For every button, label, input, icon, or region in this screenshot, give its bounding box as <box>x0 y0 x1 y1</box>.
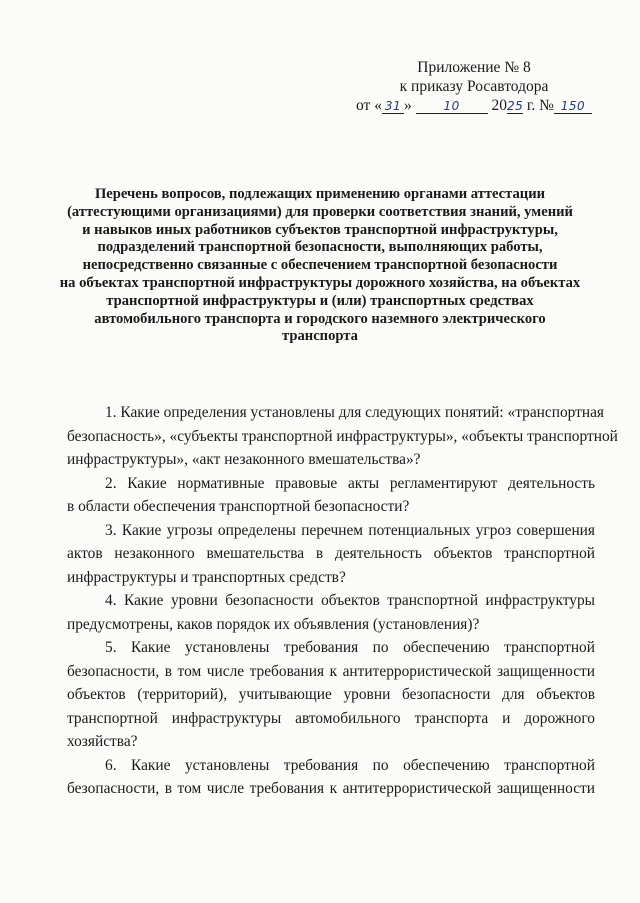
date-month-field <box>416 99 488 114</box>
title-line: непосредственно связанные с обеспечением транспортной безопасности <box>82 257 558 274</box>
question-line: в области обеспечения транспортной безопасности? <box>67 498 410 515</box>
date-prefix: от « <box>356 97 382 114</box>
question-line: предусмотрены, каков порядок их объявления (установления)? <box>67 615 480 633</box>
title-line: (аттестующими организациями) для проверки соответствия знаний, умений <box>67 203 573 220</box>
question-line: объектов (территорий), учитывающие уровни безопасности для объектов <box>67 686 595 703</box>
question-line: 1. Какие определения установлены для следующих понятий: «транспортная <box>105 404 605 421</box>
date-year-handwritten: 25 <box>506 99 524 113</box>
question-line: хозяйства? <box>67 733 138 750</box>
question-line: 3. Какие угрозы определены перечнем потенциальных угроз совершения <box>105 521 595 539</box>
date-day-handwritten: 31 <box>384 99 402 113</box>
appendix-number: Приложение № 8 <box>417 59 531 76</box>
order-number-handwritten: 150 <box>560 99 586 113</box>
appendix-header <box>344 58 604 115</box>
title-line: транспортной инфраструктуры и (или) транспортных средствах <box>106 292 534 309</box>
date-year-prefix: 20 <box>491 97 507 114</box>
question-line: 2. Какие нормативные правовые акты регламентируют деятельность <box>105 474 595 492</box>
question-line: транспортной инфраструктуры автомобильного транспорта и дорожного <box>67 709 595 727</box>
appendix-date-line <box>344 96 604 115</box>
date-day-field <box>382 99 404 114</box>
date-year-end: г. № <box>522 97 554 114</box>
document-title <box>50 186 590 346</box>
appendix-order-ref: к приказу Росавтодора <box>399 78 549 95</box>
title-line: транспорта <box>282 328 358 345</box>
question-line: безопасности, в том числе требования к антитеррористической защищенности <box>67 780 595 797</box>
question-line: актов незаконного вмешательства в деятельность объектов транспортной <box>67 545 595 562</box>
question-line: 6. Какие установлены требования по обеспечению транспортной <box>105 756 595 774</box>
title-line: и навыков иных работников субъектов транспортной инфраструктуры, <box>82 221 558 238</box>
question-line: безопасности, в том числе требования к антитеррористической защищенности <box>67 662 595 680</box>
question-line: безопасность», «субъекты транспортной инфраструктуры», «объекты транспортной <box>67 427 618 445</box>
title-line: автомобильного транспорта и городского наземного электрического <box>94 310 546 327</box>
question-line: инфраструктуры и транспортных средств? <box>67 568 346 586</box>
title-line: на объектах транспортной инфраструктуры дорожного хозяйства, на объектах <box>59 274 581 291</box>
title-line: Перечень вопросов, подлежащих применению органами аттестации <box>94 186 546 202</box>
question-line: 5. Какие установлены требования по обеспечению транспортной <box>105 639 595 656</box>
question-line: инфраструктуры», «акт незаконного вмешательства»? <box>67 451 421 468</box>
title-line: подразделений транспортной безопасности, выполняющих работы, <box>97 239 543 256</box>
date-month-handwritten: 10 <box>443 99 460 113</box>
question-line: 4. Какие уровни безопасности объектов транспортной инфраструктуры <box>105 592 595 609</box>
order-number-field <box>554 99 592 114</box>
date-quote-close: » <box>403 97 412 114</box>
date-year-field <box>507 99 523 114</box>
questions-list <box>67 401 618 801</box>
